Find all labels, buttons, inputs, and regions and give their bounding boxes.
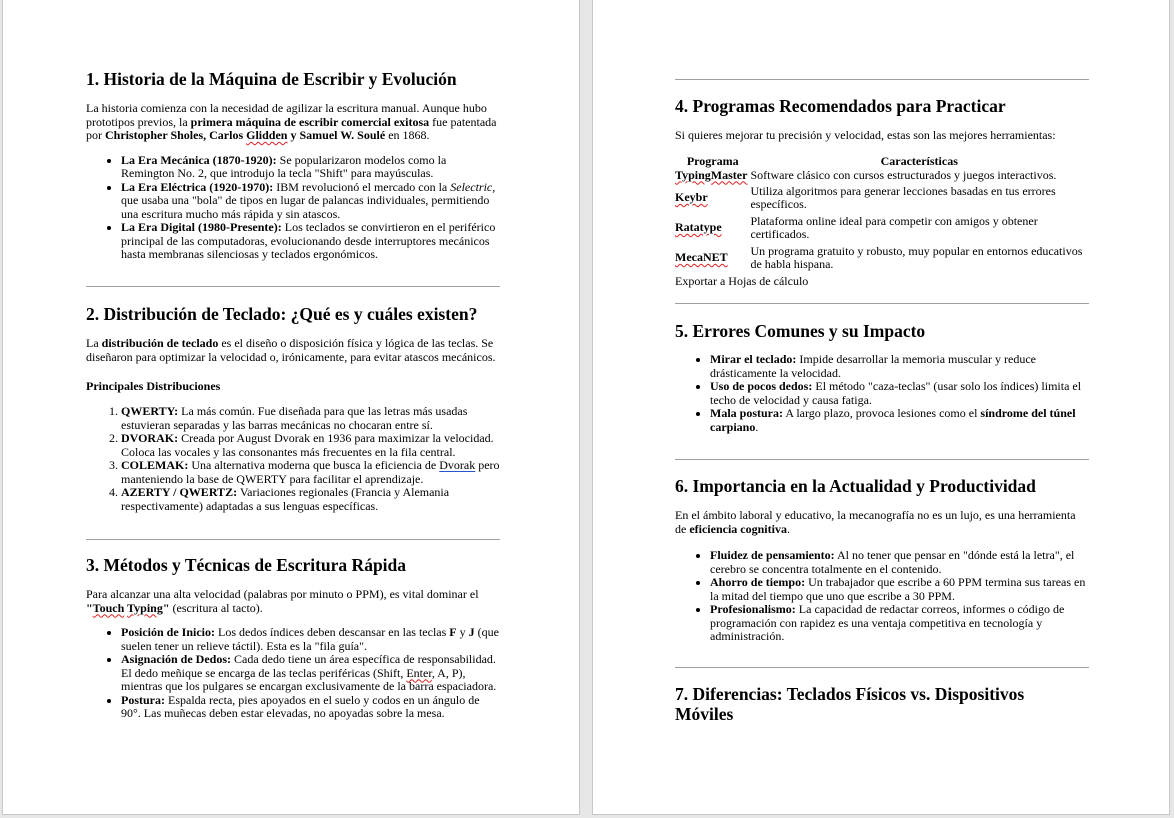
section-4 <box>675 96 1089 288</box>
program-description: Un programa gratuito y robusto, muy popular en entornos educativos de habla hispana. <box>750 243 1083 271</box>
list-item: • La Era Mecánica (1870-1920): Se popularizaron modelos como la Remington No. 2, que introdujo la tecla "Shift" para mayúsculas. <box>121 154 500 181</box>
table-row <box>674 183 1089 213</box>
section-divider <box>675 667 1089 668</box>
technique-list <box>86 626 500 721</box>
program-description: Plataforma online ideal para competir con amigos y obtener certificados. <box>750 213 1038 241</box>
list-item: 2. DVORAK: Creada por August Dvorak en 1936 para maximizar la velocidad. Coloca las vocales y las consonantes más frecuentes en la fila central. <box>121 432 500 459</box>
section-5 <box>675 321 1089 434</box>
table-row <box>674 213 1089 243</box>
grammar-mark[interactable]: Dvorak <box>439 458 476 472</box>
list-item: 4. AZERTY / QWERTZ: Variaciones regionales (Francia y Alemania respectivamente) adaptadas a sus lenguas específicas. <box>121 486 500 513</box>
section-divider <box>675 79 1089 80</box>
section-1-intro: La historia comienza con la necesidad de agilizar la escritura manual. Aunque hubo prototipos previos, la primera máquina de escribir comercial exitosa fue patentada por Christopher Sholes, Carlos Glidden y Samuel W. Soulé en 1868. <box>86 101 497 142</box>
section-divider <box>86 539 500 540</box>
list-item: • Uso de pocos dedos: El método "caza-teclas" (usar solo los índices) limita el techo de velocidad y causa fatiga. <box>710 380 1089 407</box>
section-6 <box>675 476 1089 644</box>
section-3 <box>86 555 500 721</box>
export-to-sheets-link[interactable]: Exportar a Hojas de cálculo <box>675 273 809 288</box>
spelling-error-mark[interactable]: Touch <box>92 600 125 615</box>
section-6-title: 6. Importancia en la Actualidad y Productividad <box>675 476 1036 496</box>
list-item: 1. QWERTY: La más común. Fue diseñada para que las letras más usadas estuvieran separadas y las barras mecánicas no chocaran entre sí. <box>121 405 500 432</box>
section-1-title: 1. Historia de la Máquina de Escribir y Evolución <box>86 69 457 89</box>
section-divider <box>675 303 1089 304</box>
section-divider <box>86 286 500 287</box>
section-2 <box>86 304 500 513</box>
list-item: • Mala postura: A largo plazo, provoca lesiones como el síndrome del túnel carpiano. <box>710 407 1089 434</box>
table-header-row <box>674 151 1089 168</box>
program-name: Ratatype <box>675 220 722 234</box>
list-item: 3. COLEMAK: Una alternativa moderna que busca la eficiencia de Dvorak pero manteniendo la base de QWERTY para facilitar el aprendizaje. <box>121 459 500 486</box>
section-7 <box>675 684 1055 724</box>
section-4-intro: Si quieres mejorar tu precisión y velocidad, estas son las mejores herramientas: <box>675 128 1056 142</box>
column-header: Características <box>880 153 958 168</box>
program-name: Keybr <box>675 190 708 204</box>
column-header: Programa <box>686 153 739 168</box>
section-2-subheading: Principales Distribuciones <box>86 379 221 393</box>
section-6-intro: En el ámbito laboral y educativo, la mecanografía no es un lujo, es una herramienta de eficiencia cognitiva. <box>675 508 1076 536</box>
table-row <box>674 168 1089 183</box>
list-item: • Profesionalismo: La capacidad de redactar correos, informes o código de programación con rapidez es una ventaja competitiva en tecnología y administración. <box>710 603 1089 644</box>
programs-table <box>674 151 1089 273</box>
list-item: • Ahorro de tiempo: Un trabajador que escribe a 60 PPM termina sus tareas en la mitad del tiempo que uno que escribe a 30 PPM. <box>710 576 1089 603</box>
section-3-title: 3. Métodos y Técnicas de Escritura Rápida <box>86 555 407 575</box>
program-description: Utiliza algoritmos para generar lecciones basadas en tus errores específicos. <box>750 183 1056 211</box>
section-2-intro: La distribución de teclado es el diseño o disposición física y lógica de las teclas. Se diseñaron para optimizar la velocidad o, irónicamente, para evitar atascos mecánicos. <box>86 336 496 364</box>
section-divider <box>675 459 1089 460</box>
list-item: • Asignación de Dedos: Cada dedo tiene un área específica de responsabilidad. El dedo meñique se encarga de las teclas periféricas (Shift, Enter, A, P), mientras que los pulgares se encargan exclusivamente de la barra espaciadora. <box>121 653 500 694</box>
program-name: MecaNET <box>675 250 728 264</box>
section-3-intro: Para alcanzar una alta velocidad (palabras por minuto o PPM), es vital dominar el "Touch Typing" (escritura al tacto). <box>86 587 479 615</box>
list-item: • Postura: Espalda recta, pies apoyados en el suelo y codos en un ángulo de 90°. Las muñecas deben estar elevadas, no apoyadas sobre la mesa. <box>121 694 500 721</box>
errors-list <box>675 353 1089 434</box>
list-item: • Posición de Inicio: Los dedos índices deben descansar en las teclas F y J (que suelen tener un relieve táctil). Esta es la "fila guía". <box>121 626 500 653</box>
spelling-error-mark[interactable]: Glidden <box>246 128 288 142</box>
program-name: TypingMaster <box>675 167 748 182</box>
section-4-title: 4. Programas Recomendados para Practicar <box>675 96 1006 116</box>
document-page-1 <box>2 0 580 815</box>
document-page-2 <box>592 0 1170 815</box>
list-item: • Mirar el teclado: Impide desarrollar la memoria muscular y reduce drásticamente la velocidad. <box>710 353 1089 380</box>
spelling-error-mark[interactable]: Typing <box>127 600 163 615</box>
layout-list <box>86 405 500 513</box>
program-description: Software clásico con cursos estructurados y juegos interactivos. <box>750 167 1057 182</box>
table-row <box>674 243 1089 273</box>
list-item: • Fluidez de pensamiento: Al no tener que pensar en "dónde está la letra", el cerebro se concentra totalmente en el contenido. <box>710 549 1089 576</box>
list-item: • La Era Eléctrica (1920-1970): IBM revolucionó el mercado con la Selectric, que usaba una "bola" de tipos en lugar de palancas individuales, permitiendo una escritura mucho más rápida y sin atascos. <box>121 181 500 222</box>
section-7-title: 7. Diferencias: Teclados Físicos vs. Dispositivos Móviles <box>675 684 1025 724</box>
section-2-title: 2. Distribución de Teclado: ¿Qué es y cuáles existen? <box>86 304 478 324</box>
section-1 <box>86 69 500 262</box>
section-5-title: 5. Errores Comunes y su Impacto <box>675 321 926 341</box>
era-list <box>86 154 500 262</box>
importance-list <box>675 549 1089 644</box>
list-item: • La Era Digital (1980-Presente): Los teclados se convirtieron en el periférico principal de las computadoras, evolucionando desde interruptores mecánicos hasta membranas silenciosas y teclados ergonómicos. <box>121 221 500 262</box>
spelling-error-mark[interactable]: Enter <box>406 665 432 680</box>
